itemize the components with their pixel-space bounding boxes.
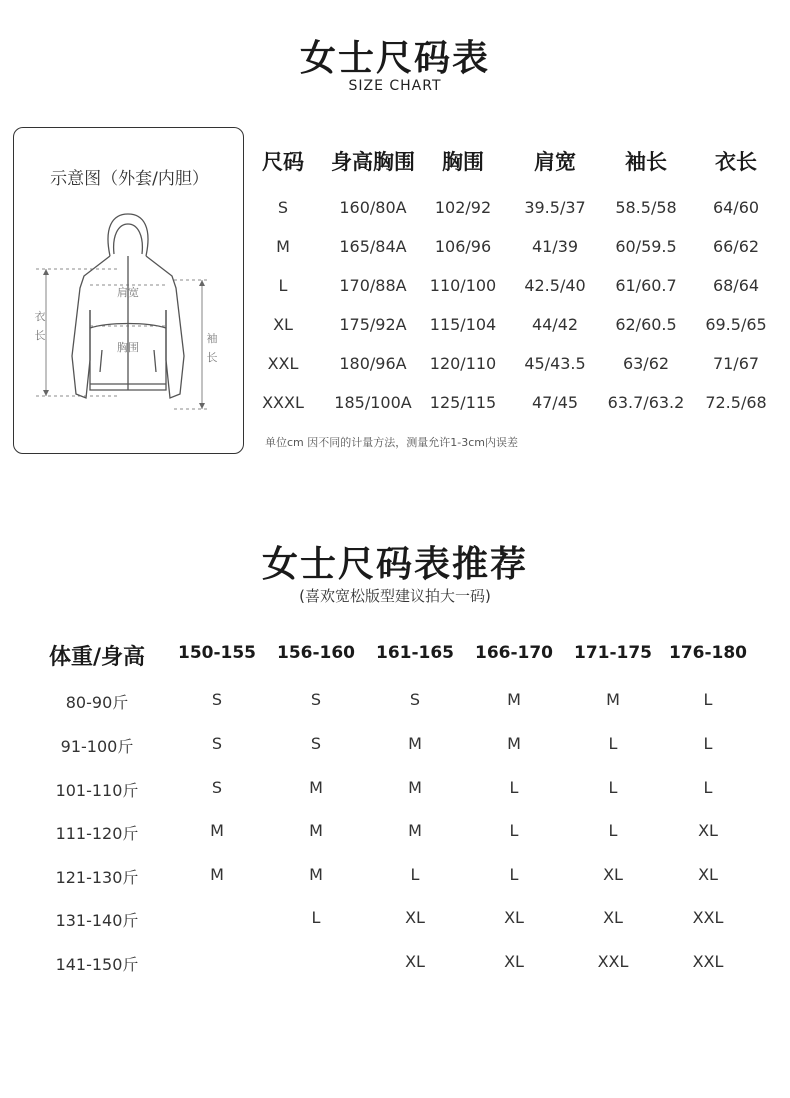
size-chart-cell: 63/62 xyxy=(622,354,670,373)
recommended-size-cell: L xyxy=(703,734,713,753)
size-chart-cell: XXXL xyxy=(262,393,304,412)
size-chart-cell: 69.5/65 xyxy=(705,315,767,334)
size-chart-cell: 62/60.5 xyxy=(615,315,677,334)
recommended-size-cell: M xyxy=(309,821,323,840)
height-range-header: 150-155 xyxy=(177,643,257,663)
jacket-diagram-panel xyxy=(13,127,244,454)
recommended-size-cell: S xyxy=(211,734,223,753)
recommended-size-cell: S xyxy=(310,734,322,753)
size-chart-cell: 42.5/40 xyxy=(524,276,586,295)
size-chart-cell: 71/67 xyxy=(712,354,760,373)
size-chart-cell: 115/104 xyxy=(429,315,497,334)
recommended-size-cell: XXL xyxy=(692,952,724,971)
recommended-size-cell: XL xyxy=(405,952,425,971)
recommended-size-cell: L xyxy=(703,690,713,709)
height-range-header: 161-165 xyxy=(375,643,455,663)
recommended-size-cell: M xyxy=(606,690,620,709)
size-chart-cell: 170/88A xyxy=(339,276,407,295)
size-chart-cell: 47/45 xyxy=(531,393,579,412)
size-chart-header-cell: 肩宽 xyxy=(534,150,576,174)
recommendation-subtitle: (喜欢宽松版型建议拍大一码) xyxy=(299,587,491,605)
size-chart-cell: 45/43.5 xyxy=(524,354,586,373)
size-chart-cell: 185/100A xyxy=(334,393,412,412)
height-range-header: 166-170 xyxy=(474,643,554,663)
size-chart-cell: S xyxy=(277,198,289,217)
length-label-top: 衣 xyxy=(34,310,46,323)
diagram-label: 示意图（外套/内胆） xyxy=(50,169,209,189)
recommended-size-cell: L xyxy=(311,908,321,927)
size-chart-cell: 66/62 xyxy=(712,237,760,256)
height-range-header: 156-160 xyxy=(276,643,356,663)
weight-range-cell: 121-130斤 xyxy=(55,868,139,887)
size-chart-header-cell: 身高胸围 xyxy=(331,150,415,174)
recommendation-title: 女士尺码表推荐 xyxy=(261,544,528,585)
recommended-size-cell: XL xyxy=(405,908,425,927)
recommended-size-cell: L xyxy=(703,778,713,797)
recommended-size-cell: XL xyxy=(504,952,524,971)
size-chart-cell: XL xyxy=(273,315,293,334)
jacket-outline-icon xyxy=(14,128,245,455)
recommended-size-cell: XL xyxy=(603,908,623,927)
size-chart-cell: 41/39 xyxy=(531,237,579,256)
height-range-header: 171-175 xyxy=(573,643,653,663)
recommended-size-cell: S xyxy=(211,690,223,709)
recommended-size-cell: XL xyxy=(698,821,718,840)
recommended-size-cell: M xyxy=(408,778,422,797)
sleeve-label-bottom: 长 xyxy=(206,351,218,364)
size-chart-cell: 39.5/37 xyxy=(524,198,586,217)
recommended-size-cell: L xyxy=(509,865,519,884)
recommended-size-cell: S xyxy=(409,690,421,709)
size-chart-cell: 125/115 xyxy=(429,393,497,412)
recommended-size-cell: M xyxy=(210,821,224,840)
measurement-note: 单位cm 因不同的计量方法，测量允许1-3cm内误差 xyxy=(265,436,518,449)
weight-range-cell: 101-110斤 xyxy=(55,781,139,800)
recommended-size-cell: M xyxy=(507,734,521,753)
recommended-size-cell: XL xyxy=(698,865,718,884)
size-chart-cell: 120/110 xyxy=(429,354,497,373)
size-chart-header-cell: 胸围 xyxy=(442,150,484,174)
recommended-size-cell: XL xyxy=(504,908,524,927)
size-chart-cell: 165/84A xyxy=(339,237,407,256)
length-label-bottom: 长 xyxy=(34,329,46,342)
size-chart-cell: 64/60 xyxy=(712,198,760,217)
size-chart-cell: 44/42 xyxy=(531,315,579,334)
recommended-size-cell: M xyxy=(408,734,422,753)
size-chart-cell: 63.7/63.2 xyxy=(607,393,685,412)
recommended-size-cell: L xyxy=(509,821,519,840)
size-chart-cell: 110/100 xyxy=(429,276,497,295)
size-chart-cell: 180/96A xyxy=(339,354,407,373)
size-chart-cell: 61/60.7 xyxy=(615,276,677,295)
recommended-size-cell: S xyxy=(211,778,223,797)
recommended-size-cell: L xyxy=(410,865,420,884)
recommended-size-cell: L xyxy=(608,778,618,797)
size-chart-header-cell: 尺码 xyxy=(262,150,304,174)
recommended-size-cell: XXL xyxy=(692,908,724,927)
height-range-header: 176-180 xyxy=(668,643,748,663)
recommended-size-cell: L xyxy=(608,821,618,840)
size-chart-cell: 60/59.5 xyxy=(615,237,677,256)
weight-range-cell: 91-100斤 xyxy=(60,737,134,756)
size-chart-cell: 106/96 xyxy=(434,237,492,256)
size-chart-header-cell: 衣长 xyxy=(715,150,757,174)
recommended-size-cell: L xyxy=(509,778,519,797)
shoulder-label: 肩宽 xyxy=(117,286,139,299)
size-chart-cell: 160/80A xyxy=(339,198,407,217)
size-chart-cell: 68/64 xyxy=(712,276,760,295)
sleeve-label-top: 袖 xyxy=(206,332,218,345)
size-chart-cell: M xyxy=(276,237,290,256)
size-chart-cell: L xyxy=(278,276,288,295)
recommended-size-cell: M xyxy=(210,865,224,884)
recommended-size-cell: L xyxy=(608,734,618,753)
recommended-size-cell: XL xyxy=(603,865,623,884)
size-chart-cell: 175/92A xyxy=(339,315,407,334)
recommended-size-cell: M xyxy=(408,821,422,840)
recommended-size-cell: S xyxy=(310,690,322,709)
weight-range-cell: 141-150斤 xyxy=(55,955,139,974)
recommended-size-cell: M xyxy=(309,778,323,797)
size-chart-subtitle: SIZE CHART xyxy=(348,78,442,94)
weight-height-header: 体重/身高 xyxy=(48,645,146,670)
weight-range-cell: 80-90斤 xyxy=(65,693,129,712)
size-chart-header-cell: 袖长 xyxy=(625,150,667,174)
recommended-size-cell: M xyxy=(309,865,323,884)
size-chart-cell: 58.5/58 xyxy=(615,198,677,217)
size-chart-cell: 72.5/68 xyxy=(705,393,767,412)
weight-range-cell: 111-120斤 xyxy=(55,824,139,843)
chest-label: 胸围 xyxy=(117,341,139,354)
size-chart-cell: XXL xyxy=(267,354,299,373)
size-chart-title: 女士尺码表 xyxy=(299,38,490,79)
recommended-size-cell: M xyxy=(507,690,521,709)
weight-range-cell: 131-140斤 xyxy=(55,911,139,930)
size-chart-cell: 102/92 xyxy=(434,198,492,217)
recommended-size-cell: XXL xyxy=(597,952,629,971)
